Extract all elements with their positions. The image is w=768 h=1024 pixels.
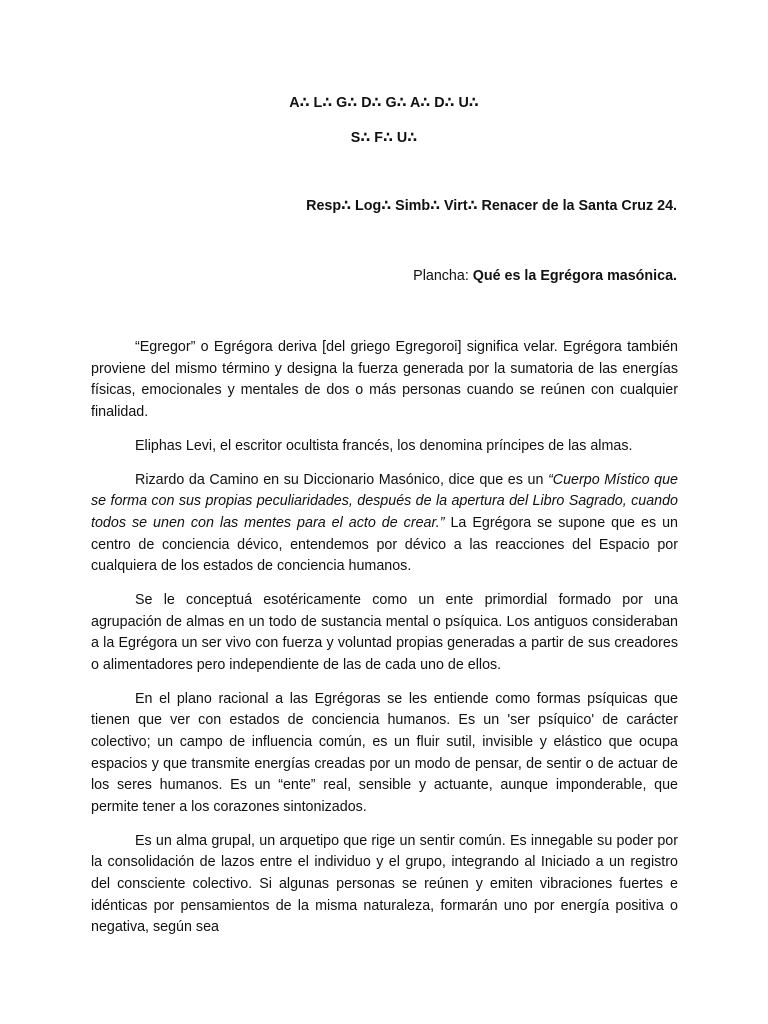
paragraph: “Egregor” o Egrégora deriva [del griego Egregoroi] significa velar. Egrégora también proviene del mismo término y designa la fuerza generada por la sumatoria de las energías físicas, emocionales y mentales de dos o más personas cuando se reúnen con cualquier finalidad.	[91, 339, 678, 420]
paragraph-text: Rizardo da Camino en su Diccionario Masónico, dice que es un	[135, 471, 549, 488]
plancha-label: Plancha:	[413, 268, 469, 284]
paragraph: Es un alma grupal, un arquetipo que rige un sentir común. Es innegable su poder por la consolidación de lazos entre el individuo y el grupo, integrando al Iniciado a un registro del consciente colectivo. Si algunas personas se reúnen y emiten vibraciones fuertes e idénticas por pensamientos de la misma naturaleza, formarán uno por energía positiva o negativa, según sea	[91, 832, 678, 936]
paragraph-text: La Egrégora se supone que es un centro de conciencia dévico, entendemos por dévico a las reacciones del Espacio por cualquiera de los estados de conciencia humanos.	[91, 514, 678, 575]
masonic-salutation: S∴ F∴ U∴	[350, 130, 418, 146]
plancha-title: Qué es la Egrégora masónica.	[472, 268, 677, 284]
quote-text: “Cuerpo Místico que se forma con sus propias peculiaridades, después de la apertura del Libro Sagrado, cuando todos se unen con las mentes para el acto de crear.”	[91, 471, 679, 531]
document-body	[91, 337, 678, 939]
paragraph: En el plano racional a las Egrégoras se les entiende como formas psíquicas que tienen que ver con estados de conciencia humanos. Es un 'ser psíquico' de carácter colectivo; un campo de influencia común, es un fluir sutil, invisible y elástico que ocupa espacios y que transmite energías creadas por un modo de pensar, de sentir o de actuar de los seres humanos. Es un “ente” real, sensible y actuante, aunque imponderable, que permite tener a los corazones sintonizados.	[91, 690, 678, 815]
plancha-heading	[413, 268, 677, 284]
lodge-name: Resp∴ Log∴ Simb∴ Virt∴ Renacer de la Santa Cruz 24.	[306, 198, 677, 214]
masonic-invocation: A∴ L∴ G∴ D∴ G∴ A∴ D∴ U∴	[289, 95, 479, 111]
paragraph: Eliphas Levi, el escritor ocultista francés, los denomina príncipes de las almas.	[135, 437, 633, 454]
paragraph: Se le conceptuá esotéricamente como un ente primordial formado por una agrupación de almas en un todo de sustancia mental o psíquica. Los antiguos consideraban a la Egrégora un ser vivo con fuerza y voluntad propias generadas a partir de sus creadores o alimentadores pero independiente de las de cada uno de ellos.	[91, 592, 678, 673]
paragraph	[91, 470, 678, 578]
